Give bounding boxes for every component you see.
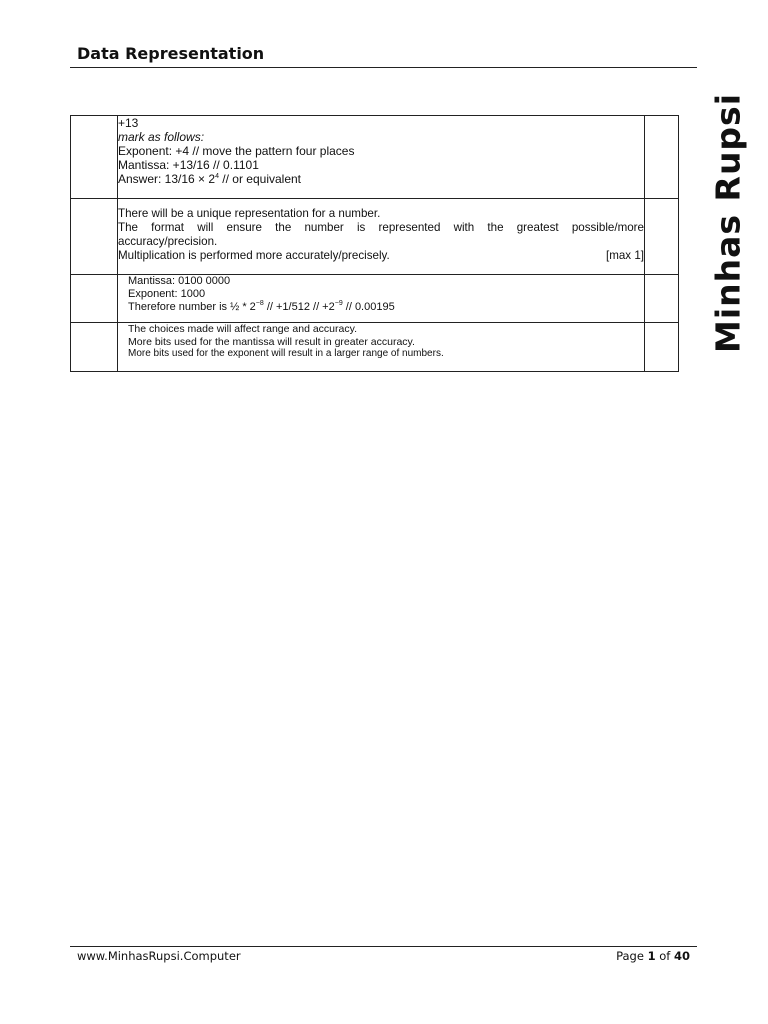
page-word: Page [616,949,644,963]
answer-line: Mantissa: +13/16 // 0.1101 [118,158,259,172]
page-total: 40 [673,949,690,963]
table-row [71,323,679,372]
marks-cell [645,199,679,275]
answer-text: Therefore number is ½ * 2 [128,301,256,313]
question-number-cell [71,116,118,199]
marks-cell [645,116,679,199]
page-of-word: of [659,949,671,963]
answer-line: More bits used for the exponent will result in a larger range of numbers. [128,348,444,359]
mark-scheme-table [70,115,679,372]
table-row [71,199,679,275]
answer-line [128,301,644,314]
footer-website-link[interactable]: www.MinhasRupsi.Computer [77,949,241,963]
answer-line [118,249,644,263]
footer-divider [70,946,697,947]
answer-line: mark as follows: [118,130,205,144]
marks-cell [645,275,679,323]
answer-cell [118,116,645,199]
question-number-cell [71,199,118,275]
exponent-superscript: −8 [255,300,264,307]
max-marks-label: [max 1] [605,249,644,262]
answer-line: +13 [118,116,139,130]
exponent-superscript: 4 [215,173,219,180]
answer-line [118,172,644,186]
answer-cell [118,323,645,372]
answer-text: Multiplication is performed more accurately/precisely. [118,249,390,262]
header-divider [70,67,697,68]
answer-line: Exponent: +4 // move the pattern four places [118,144,355,158]
table-row [71,275,679,323]
answer-text: // 0.00195 [342,301,395,313]
table-row [71,116,679,199]
marks-cell [645,323,679,372]
answer-text: // +1/512 // +2 [263,301,335,313]
answer-line: The format will ensure the number is represented with the greatest possible/more [118,221,644,234]
answer-line: More bits used for the mantissa will result in greater accuracy. [128,335,415,348]
answer-line: The choices made will affect range and accuracy. [128,323,357,335]
question-number-cell [71,323,118,372]
answer-cell [118,275,645,323]
answer-text: Answer: 13/16 × 2 [118,172,216,186]
answer-line: Mantissa: 0100 0000 [128,275,231,287]
answer-text: // or equivalent [218,172,302,186]
answer-line: Exponent: 1000 [128,288,206,300]
page-current: 1 [647,949,656,963]
answer-cell [118,199,645,275]
page-number [616,949,690,963]
side-brand-watermark: Minhas Rupsi [708,92,748,354]
answer-line: accuracy/precision. [118,235,218,248]
answer-line: There will be a unique representation for a number. [118,207,381,220]
question-number-cell [71,275,118,323]
page-title: Data Representation [77,44,265,63]
exponent-superscript: −9 [334,300,343,307]
